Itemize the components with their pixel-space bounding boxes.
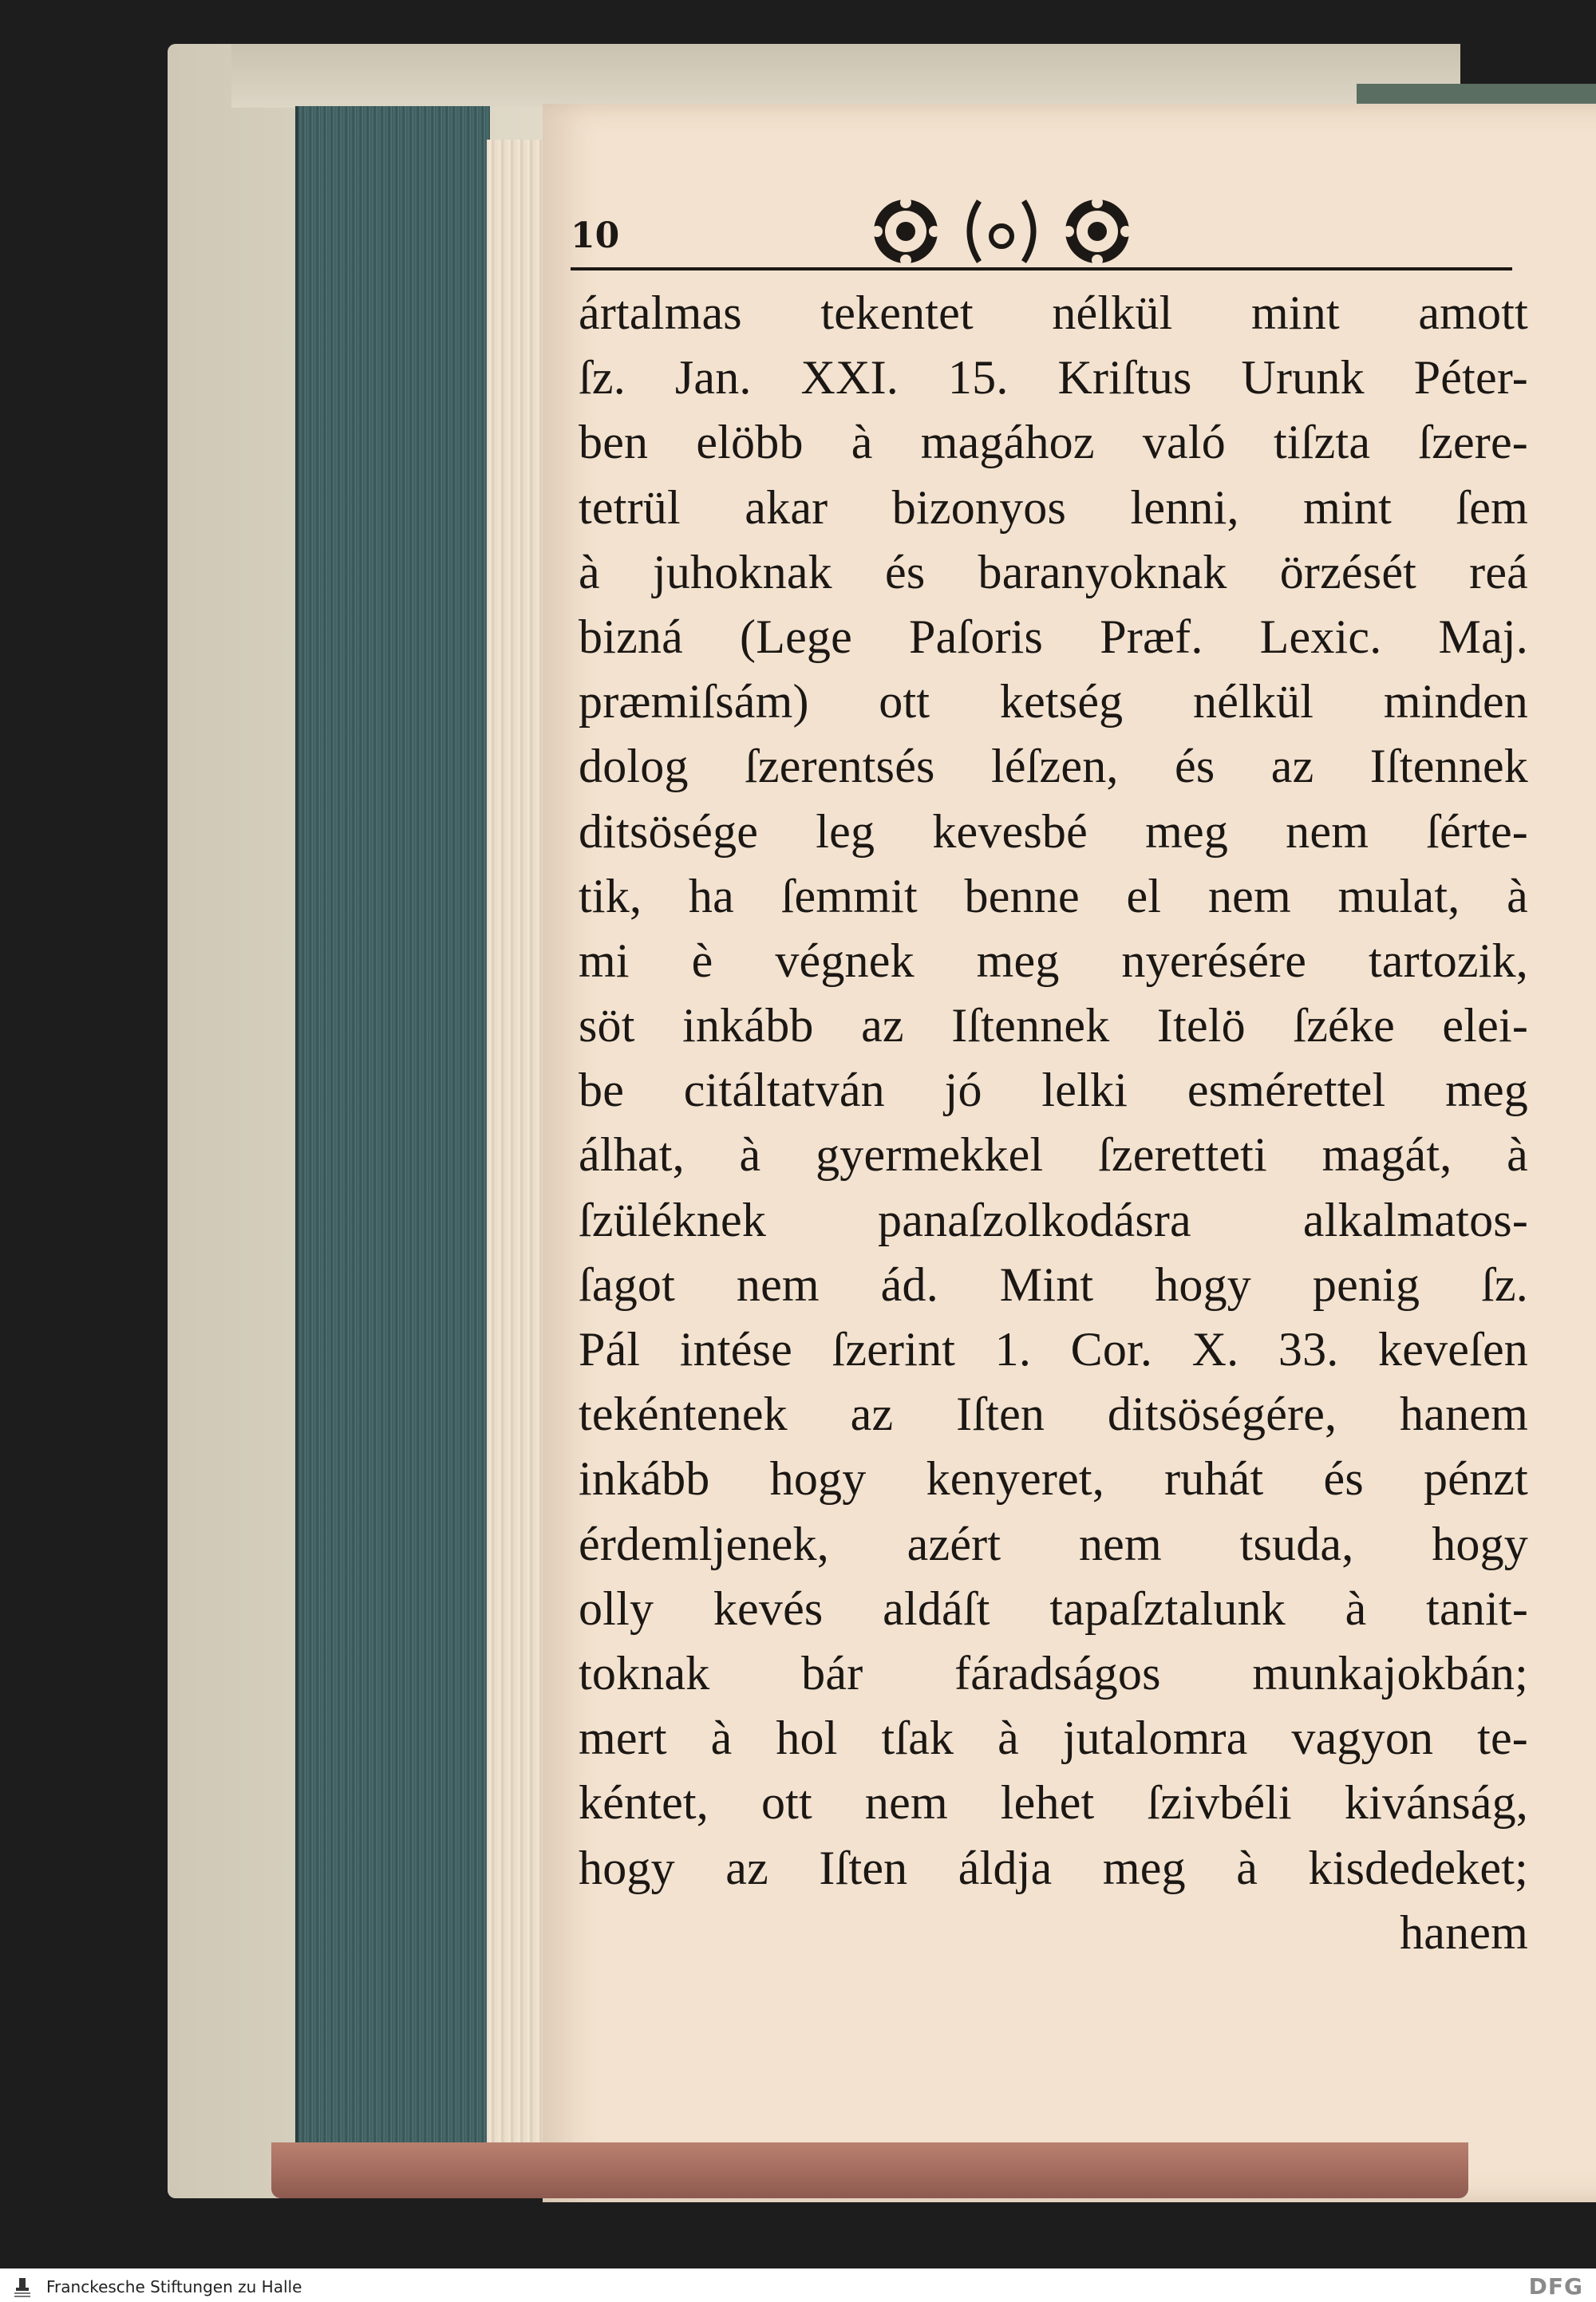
text-line: be citáltatván jó lelki esmérettel meg <box>579 1064 1528 1117</box>
page-body-text <box>579 281 1528 1965</box>
text-line: tetrül akar bizonyos lenni, mint ſem <box>579 480 1528 534</box>
text-line: toknak bár fáradságos munkajokbán; <box>579 1646 1528 1700</box>
page-header <box>571 168 1512 271</box>
dfg-logo: DFG <box>1528 2273 1583 2300</box>
text-line: érdemljenek, azért nem tsuda, hogy <box>579 1517 1528 1570</box>
viewer-footer <box>0 2268 1596 2302</box>
book-page-edges <box>295 106 490 2197</box>
text-line: ditsösége leg kevesbé meg nem ſérte- <box>579 804 1528 858</box>
text-line: tik, ha ſemmit benne el nem mulat, à <box>579 869 1528 922</box>
text-line: dolog ſzerentsés léſzen, és az Iſtennek <box>579 740 1528 793</box>
catchword: hanem <box>1400 1905 1528 1959</box>
text-line: bizná (Lege Paſoris Præf. Lexic. Maj. <box>579 610 1528 663</box>
text-line: ſagot nem ád. Mint hogy penig ſz. <box>579 1258 1528 1311</box>
text-line: præmiſsám) ott ketség nélkül minden <box>579 675 1528 729</box>
text-line: ſzüléknek panaſzolkodásra alkalmatos- <box>579 1193 1528 1246</box>
header-ornament-icon <box>866 192 1137 271</box>
text-line: olly kevés aldáſt tapaſztalunk à tanit- <box>579 1581 1528 1635</box>
text-line: ben elöbb à magához való tiſzta ſzere- <box>579 416 1528 469</box>
text-line: kéntet, ott nem lehet ſzivbéli kivánság, <box>579 1776 1528 1830</box>
text-line: inkább hogy kenyeret, ruhát és pénzt <box>579 1452 1528 1506</box>
text-line: álhat, à gyermekkel ſzeretteti magát, à <box>579 1128 1528 1182</box>
page-stack <box>487 140 551 2198</box>
text-line: tekéntenek az Iſten ditsöségére, hanem <box>579 1388 1528 1441</box>
book-bottom-edge <box>271 2142 1468 2198</box>
page-number: 10 <box>571 215 620 256</box>
institution-name: Franckesche Stiftungen zu Halle <box>46 2277 302 2296</box>
institution-logo-icon <box>8 2275 37 2299</box>
text-line: ártalmas tekentet nélkül mint amott <box>579 286 1528 339</box>
text-line: à juhoknak és baranyoknak örzését reá <box>579 545 1528 598</box>
text-line: söt inkább az Iſtennek Itelö ſzéke elei- <box>579 999 1528 1052</box>
text-line: mert à hol tſak à jutalomra vagyon te- <box>579 1712 1528 1765</box>
book-cover-top <box>231 44 1460 108</box>
header-rule <box>571 267 1512 270</box>
text-line: ſz. Jan. XXI. 15. Kriſtus Urunk Péter- <box>579 351 1528 405</box>
text-line: hogy az Iſten áldja meg à kisdedeket; <box>579 1841 1528 1894</box>
text-line: Pál intése ſzerint 1. Cor. X. 33. keveſen <box>579 1323 1528 1376</box>
text-line: mi è végnek meg nyerésére tartozik, <box>579 934 1528 987</box>
